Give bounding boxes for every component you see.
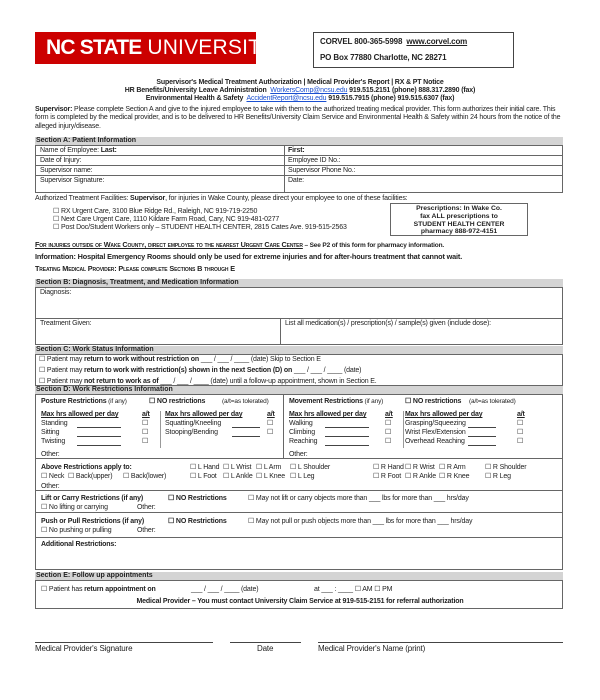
body-part-checkbox[interactable]: ☐ L Leg	[290, 473, 315, 480]
body-part-checkbox[interactable]: ☐ L Ankle	[223, 473, 253, 480]
hours-input[interactable]	[468, 427, 496, 428]
body-part-checkbox[interactable]: ☐ R Shoulder	[485, 464, 527, 471]
section-c-header: Section C: Work Status Information	[35, 346, 563, 354]
appointment-time-field[interactable]: at ___ : ____ ☐ AM ☐ PM	[314, 586, 393, 593]
push-no-restrictions-checkbox[interactable]: ☐ NO Restrictions	[168, 518, 227, 525]
hours-input[interactable]	[325, 436, 369, 437]
rx-box-line: pharmacy 888-972-4151	[420, 228, 498, 236]
body-part-checkbox[interactable]: ☐ Back(lower)	[123, 473, 167, 480]
text-segment: ☐ Patient may	[39, 378, 85, 385]
col-header: Max hrs allowed per day	[289, 411, 367, 418]
body-other-field[interactable]: Other:	[41, 483, 60, 490]
treatment-given-field[interactable]: Treatment Given:	[40, 320, 92, 327]
intro-lead: Supervisor:	[35, 106, 73, 113]
text-segment: ___ / ___ / ____ (date)	[292, 367, 362, 374]
return-without-restriction-option[interactable]	[39, 356, 321, 364]
text-segment: ___ / ___ / ____ (date) Skip to Section E	[199, 356, 321, 363]
medications-field[interactable]: List all medication(s) / prescription(s) / sample(s) given (include dose):	[285, 320, 491, 327]
restriction-label: Overhead Reaching	[405, 438, 465, 445]
outside-wake-tail: – See P2 of this form for pharmacy information.	[302, 242, 445, 249]
text-segment: return to work with restriction(s) shown in the next Section (D) on	[84, 367, 293, 374]
outside-wake-notice: For injuries outside of Wake County, direct employee to the nearest Urgent Care Center	[35, 240, 303, 249]
col-header: Max hrs allowed per day	[405, 411, 483, 418]
facilities-supervisor: Supervisor	[130, 195, 166, 202]
restriction-label: Reaching	[289, 438, 318, 445]
prescriptions-box	[390, 203, 528, 236]
treating-provider-notice: Treating Medical Provider: Please complete Sections B through E	[35, 264, 235, 273]
body-part-checkbox[interactable]: ☐ R Ankle	[405, 473, 436, 480]
intro-paragraph	[35, 106, 567, 131]
posture-no-restrictions-checkbox[interactable]: ☐ NO restrictions	[149, 398, 206, 405]
rx-box-line: Prescriptions: In Wake Co.	[416, 205, 502, 212]
corvel-phone: CORVEL 800-365-5998	[320, 37, 403, 46]
at-header: a/t	[142, 411, 150, 418]
hours-input[interactable]	[77, 436, 121, 437]
hours-input[interactable]	[77, 445, 121, 446]
text-segment: ☐ Patient may	[39, 356, 85, 363]
push-limit-checkbox[interactable]: ☐ May not pull or push objects more than ___ lbs for more than ___ hrs/day	[248, 518, 473, 525]
restriction-label: Climbing	[289, 429, 316, 436]
return-with-restriction-option[interactable]	[39, 367, 361, 375]
hr-phones: 919.515.2151 (phone) 888.317.2890 (fax)	[349, 87, 476, 94]
text-segment: return to work without restriction on	[84, 356, 200, 363]
rx-box-line: fax ALL prescriptions to	[420, 212, 498, 220]
restriction-label: Squatting/Kneeling	[165, 420, 222, 427]
ehs-phones: 919.515.7915 (phone) 919.515.6307 (fax)	[328, 95, 455, 102]
body-part-checkbox[interactable]: ☐ Back(upper)	[68, 473, 113, 480]
as-tolerated-checkbox[interactable]: ☐	[267, 420, 274, 427]
intro-text: Please complete Section A and give to the injured employee to take with them to the authorized treating medical provider. This form authorizes their initial care. This form is completed by the medical provider, and is to be delivered to HR Benefits/University Claim Service and Environmental Health & Safety within 24 hours from the notice of the alleged injury/disease.	[35, 106, 561, 130]
text-segment: (if any)	[362, 398, 384, 405]
section-b-table	[35, 287, 563, 345]
facilities-intro-tail: , for injuries in Wake County, please direct your employee to one of these facilities:	[165, 195, 408, 202]
restriction-label: Wrist Flex/Extension	[405, 429, 466, 436]
movement-no-restrictions-checkbox[interactable]: ☐ NO restrictions	[405, 398, 462, 405]
hours-input[interactable]	[77, 427, 121, 428]
not-return-option[interactable]	[39, 378, 377, 386]
facility-rx-urgent-care: RX Urgent Care, 3100 Blue Ridge Rd., Raleigh, NC 919-719-2250	[60, 208, 258, 215]
at-header: a/t	[267, 411, 275, 418]
logo-light: UNIVERSITY	[147, 36, 276, 59]
movement-tolerated-note: (a/t=as tolerated)	[469, 398, 516, 405]
as-tolerated-checkbox[interactable]: ☐	[267, 429, 274, 436]
section-a-header: Section A: Patient Information	[35, 137, 563, 145]
section-b-header: Section B: Diagnosis, Treatment, and Medication Information	[35, 279, 563, 287]
hr-email-link[interactable]: WorkersComp@ncsu.edu	[270, 87, 348, 94]
facilities-intro: Authorized Treatment Facilities:	[35, 195, 129, 202]
logo-bold: NC STATE	[46, 36, 142, 59]
corvel-address: PO Box 77880 Charlotte, NC 28271	[320, 53, 447, 62]
body-part-checkbox[interactable]: ☐ L Knee	[256, 473, 285, 480]
posture-tolerated-note: (a/t=as tolerated)	[222, 398, 269, 405]
section-d-header: Section D: Work Restrictions Information	[35, 386, 563, 394]
as-tolerated-checkbox[interactable]: ☐	[517, 420, 524, 427]
restriction-label: Standing	[41, 420, 68, 427]
as-tolerated-checkbox[interactable]: ☐	[142, 420, 149, 427]
lift-other-field[interactable]: Other:	[137, 504, 156, 511]
body-part-checkbox[interactable]: ☐ L Wrist	[223, 464, 252, 471]
ehs-label: Environmental Health & Safety	[145, 95, 244, 102]
hours-input[interactable]	[325, 427, 369, 428]
body-part-checkbox[interactable]: ☐ R Foot	[373, 473, 402, 480]
facility-next-care: Next Care Urgent Care, 1110 Kildare Farm Road, Cary, NC 919-481-0277	[60, 216, 280, 223]
body-part-checkbox[interactable]: ☐ R Knee	[439, 473, 470, 480]
body-part-checkbox[interactable]: ☐ Neck	[41, 473, 65, 480]
facility-checkbox[interactable]: ☐	[53, 216, 60, 223]
text-segment: (if any)	[106, 398, 127, 405]
body-part-checkbox[interactable]: ☐ L Shoulder	[290, 464, 331, 471]
text-segment: return appointment on	[84, 586, 156, 593]
hours-input[interactable]	[232, 427, 260, 428]
as-tolerated-checkbox[interactable]: ☐	[142, 438, 149, 445]
lift-no-restrictions-checkbox[interactable]: ☐ NO Restrictions	[168, 495, 227, 502]
supervisor-phone-field[interactable]: Supervisor Phone No.:	[288, 167, 356, 174]
facility-student-health: Post Doc/Student Workers only – STUDENT HEALTH CENTER, 2815 Cates Ave. 919-515-2563	[60, 224, 347, 231]
at-header: a/t	[517, 411, 525, 418]
as-tolerated-checkbox[interactable]: ☐	[385, 429, 392, 436]
restriction-label: Walking	[289, 420, 313, 427]
hours-input[interactable]	[232, 436, 260, 437]
logo	[35, 32, 276, 64]
push-other-field[interactable]: Other:	[137, 527, 156, 534]
push-title: Push or Pull Restrictions (if any)	[41, 518, 145, 525]
movement-other-field[interactable]: Other:	[289, 451, 308, 458]
posture-other-field[interactable]: Other:	[41, 451, 60, 458]
form-title: Supervisor's Medical Treatment Authorization | Medical Provider's Report | RX & PT Notice	[156, 79, 444, 86]
col-header: Max hrs allowed per day	[41, 411, 119, 418]
return-appointment-checkbox[interactable]	[41, 586, 156, 594]
provider-name-line[interactable]: Medical Provider's Name (print)	[318, 644, 426, 653]
diagnosis-field[interactable]: Diagnosis:	[40, 289, 72, 296]
as-tolerated-checkbox[interactable]: ☐	[385, 438, 392, 445]
no-pushing-checkbox[interactable]: ☐ No pushing or pulling	[41, 527, 112, 534]
body-part-checkbox[interactable]: ☐ L Hand	[190, 464, 220, 471]
restriction-label: Twisting	[41, 438, 66, 445]
body-part-checkbox[interactable]: ☐ R Leg	[485, 473, 511, 480]
body-part-checkbox[interactable]: ☐ R Arm	[439, 464, 466, 471]
last-name-field[interactable]: Last:	[100, 147, 117, 154]
text-segment: ☐ Patient may	[39, 367, 85, 374]
restriction-label: Stooping/Bending	[165, 429, 218, 436]
er-information: Information: Hospital Emergency Rooms should only be used for extreme injuries and for after-hours treatment that cannot wait.	[35, 252, 463, 261]
posture-title: Posture Restrictions	[41, 398, 107, 405]
lift-title: Lift or Carry Restrictions (if any)	[41, 495, 144, 502]
hours-input[interactable]	[468, 445, 496, 446]
supervisor-signature-field[interactable]: Supervisor Signature:	[40, 177, 105, 184]
corvel-url[interactable]: www.corvel.com	[406, 37, 468, 46]
body-part-checkbox[interactable]: ☐ L Foot	[190, 473, 217, 480]
facility-checkbox[interactable]: ☐	[53, 224, 60, 231]
facility-checkbox[interactable]: ☐	[53, 208, 60, 215]
referral-notice: Medical Provider – You must contact University Claim Service at 919-515-2151 for referral authorization	[136, 598, 464, 605]
col-header: Max hrs allowed per day	[165, 411, 243, 418]
ehs-email-link[interactable]: AccidentReport@ncsu.edu	[246, 95, 327, 102]
as-tolerated-checkbox[interactable]: ☐	[517, 429, 524, 436]
hours-input[interactable]	[325, 445, 369, 446]
body-part-checkbox[interactable]: ☐ R Hand	[373, 464, 404, 471]
text-segment: not return to work as of	[84, 378, 159, 385]
body-part-checkbox[interactable]: ☐ L Arm	[256, 464, 282, 471]
body-part-checkbox[interactable]: ☐ R Wrist	[405, 464, 435, 471]
hours-input[interactable]	[468, 436, 496, 437]
additional-restrictions-field[interactable]: Additional Restrictions:	[41, 541, 117, 548]
text-segment: ___ / ___ / ____ (date) until a follow-up appointment, shown in Section E.	[158, 378, 377, 385]
no-lifting-checkbox[interactable]: ☐ No lifting or carrying	[41, 504, 108, 511]
employee-id-field[interactable]: Employee ID No.:	[288, 157, 341, 164]
at-header: a/t	[385, 411, 393, 418]
movement-title: Movement Restrictions	[289, 398, 363, 405]
name-label: Name of Employee:	[40, 147, 99, 154]
as-tolerated-checkbox[interactable]: ☐	[517, 438, 524, 445]
date-of-injury-field[interactable]: Date of Injury:	[40, 157, 82, 164]
hr-label: HR Benefits/University Leave Administration	[124, 87, 267, 94]
appointment-date-field[interactable]: ___ / ___ / ____ (date)	[191, 586, 259, 593]
restriction-label: Sitting	[41, 429, 60, 436]
as-tolerated-checkbox[interactable]: ☐	[385, 420, 392, 427]
rx-box-line: STUDENT HEALTH CENTER	[413, 220, 505, 228]
first-name-field[interactable]: First:	[288, 147, 305, 154]
section-e-header: Section E: Follow up appointments	[35, 572, 563, 580]
text-segment: ☐ Patient has	[41, 586, 85, 593]
signature-date-line[interactable]: Date	[257, 644, 274, 653]
corvel-box	[313, 32, 514, 68]
supervisor-name-field[interactable]: Supervisor name:	[40, 167, 93, 174]
supervisor-date-field[interactable]: Date:	[288, 177, 304, 184]
lift-limit-checkbox[interactable]: ☐ May not lift or carry objects more than ___ lbs for more than ___ hrs/day	[248, 495, 469, 502]
as-tolerated-checkbox[interactable]: ☐	[142, 429, 149, 436]
applies-to-label: Above Restrictions apply to:	[41, 464, 132, 471]
provider-signature-line[interactable]: Medical Provider's Signature	[35, 644, 133, 653]
restriction-label: Grasping/Squeezing	[405, 420, 466, 427]
